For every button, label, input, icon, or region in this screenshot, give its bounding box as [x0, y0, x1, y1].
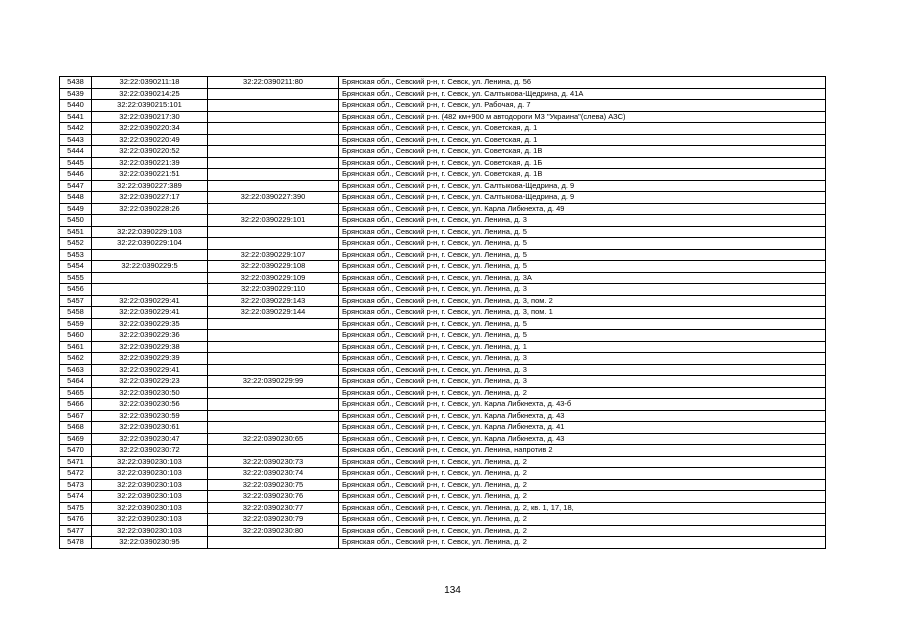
row-number-cell: 5469 — [60, 433, 92, 445]
row-number-cell: 5478 — [60, 537, 92, 549]
table-row — [60, 88, 826, 100]
object-cadastral-number-cell — [208, 100, 339, 112]
cadastral-number-cell: 32:22:0390230:72 — [92, 445, 208, 457]
row-number-cell: 5440 — [60, 100, 92, 112]
row-number-cell: 5461 — [60, 341, 92, 353]
object-cadastral-number-cell — [208, 387, 339, 399]
address-cell: Брянская обл., Севский р-н, г. Севск, ул. Ленина, д. 2 — [339, 525, 826, 537]
address-cell: Брянская обл., Севский р-н, г. Севск, ул. Советская, д. 1В — [339, 146, 826, 158]
table-row — [60, 215, 826, 227]
cadastral-number-cell: 32:22:0390228:26 — [92, 203, 208, 215]
address-cell: Брянская обл., Севский р-н, г. Севск, ул. Ленина, д. 56 — [339, 77, 826, 89]
address-cell: Брянская обл., Севский р-н, г. Севск, ул. Ленина, д. 5 — [339, 238, 826, 250]
object-cadastral-number-cell — [208, 238, 339, 250]
address-cell: Брянская обл., Севский р-н, г. Севск, ул. Рабочая, д. 7 — [339, 100, 826, 112]
table-row — [60, 157, 826, 169]
row-number-cell: 5444 — [60, 146, 92, 158]
address-cell: Брянская обл., Севский р-н, г. Севск, ул. Ленина, д. 3, пом. 2 — [339, 295, 826, 307]
address-cell: Брянская обл., Севский р-н, г. Севск, ул. Ленина, д. 5 — [339, 318, 826, 330]
row-number-cell: 5474 — [60, 491, 92, 503]
cadastral-number-cell: 32:22:0390220:52 — [92, 146, 208, 158]
address-cell: Брянская обл., Севский р-н, г. Севск, ул. Салтыкова-Щедрина, д. 9 — [339, 192, 826, 204]
address-cell: Брянская обл., Севский р-н, г. Севск, ул. Карла Либкнехта, д. 49 — [339, 203, 826, 215]
cadastral-number-cell: 32:22:0390215:101 — [92, 100, 208, 112]
address-cell: Брянская обл., Севский р-н, г. Севск, ул. Ленина, д. 2 — [339, 479, 826, 491]
address-cell: Брянская обл., Севский р-н, г. Севск, ул. Советская, д. 1Б — [339, 157, 826, 169]
cadastral-number-cell: 32:22:0390229:41 — [92, 307, 208, 319]
cadastral-number-cell — [92, 215, 208, 227]
table-row — [60, 341, 826, 353]
cadastral-number-cell: 32:22:0390211:18 — [92, 77, 208, 89]
cadastral-number-cell: 32:22:0390229:41 — [92, 295, 208, 307]
table-row — [60, 134, 826, 146]
table-row — [60, 123, 826, 135]
row-number-cell: 5467 — [60, 410, 92, 422]
address-cell: Брянская обл., Севский р-н, г. Севск, ул. Советская, д. 1В — [339, 169, 826, 181]
table-row — [60, 330, 826, 342]
address-cell: Брянская обл., Севский р-н, г. Севск, ул. Ленина, д. 1 — [339, 341, 826, 353]
cadastral-number-cell — [92, 272, 208, 284]
table-row — [60, 433, 826, 445]
object-cadastral-number-cell: 32:22:0390230:65 — [208, 433, 339, 445]
table-row — [60, 456, 826, 468]
cadastral-number-cell: 32:22:0390230:103 — [92, 456, 208, 468]
object-cadastral-number-cell — [208, 399, 339, 411]
table-row — [60, 307, 826, 319]
row-number-cell: 5471 — [60, 456, 92, 468]
row-number-cell: 5447 — [60, 180, 92, 192]
row-number-cell: 5470 — [60, 445, 92, 457]
row-number-cell: 5442 — [60, 123, 92, 135]
row-number-cell: 5451 — [60, 226, 92, 238]
table-row — [60, 410, 826, 422]
object-cadastral-number-cell — [208, 341, 339, 353]
table-row — [60, 353, 826, 365]
address-cell: Брянская обл., Севский р-н, г. Севск, ул. Ленина, д. 2 — [339, 468, 826, 480]
row-number-cell: 5441 — [60, 111, 92, 123]
object-cadastral-number-cell: 32:22:0390229:143 — [208, 295, 339, 307]
address-cell: Брянская обл., Севский р-н, г. Севск, ул. Ленина, д. 2 — [339, 514, 826, 526]
table-row — [60, 399, 826, 411]
address-cell: Брянская обл., Севский р-н, г. Севск, ул. Ленина, д. 2 — [339, 491, 826, 503]
table-row — [60, 192, 826, 204]
table-row — [60, 295, 826, 307]
address-cell: Брянская обл., Севский р-н, г. Севск, ул. Ленина, д. 3 — [339, 353, 826, 365]
address-cell: Брянская обл., Севский р-н, г. Севск, ул. Советская, д. 1 — [339, 134, 826, 146]
row-number-cell: 5464 — [60, 376, 92, 388]
cadastral-number-cell: 32:22:0390230:56 — [92, 399, 208, 411]
row-number-cell: 5463 — [60, 364, 92, 376]
object-cadastral-number-cell: 32:22:0390229:99 — [208, 376, 339, 388]
object-cadastral-number-cell: 32:22:0390229:110 — [208, 284, 339, 296]
row-number-cell: 5450 — [60, 215, 92, 227]
address-cell: Брянская обл., Севский р-н, г. Севск, ул. Карла Либкнехта, д. 41 — [339, 422, 826, 434]
row-number-cell: 5477 — [60, 525, 92, 537]
row-number-cell: 5466 — [60, 399, 92, 411]
cadastral-number-cell — [92, 249, 208, 261]
page-number: 134 — [444, 585, 461, 596]
object-cadastral-number-cell — [208, 537, 339, 549]
object-cadastral-number-cell: 32:22:0390229:107 — [208, 249, 339, 261]
object-cadastral-number-cell: 32:22:0390229:109 — [208, 272, 339, 284]
address-cell: Брянская обл., Севский р-н, г. Севск, ул. Ленина, д. 2 — [339, 456, 826, 468]
table-row — [60, 525, 826, 537]
row-number-cell: 5468 — [60, 422, 92, 434]
row-number-cell: 5448 — [60, 192, 92, 204]
object-cadastral-number-cell — [208, 146, 339, 158]
table-row — [60, 284, 826, 296]
row-number-cell: 5456 — [60, 284, 92, 296]
object-cadastral-number-cell: 32:22:0390229:108 — [208, 261, 339, 273]
cadastral-number-cell: 32:22:0390229:35 — [92, 318, 208, 330]
table-row — [60, 238, 826, 250]
property-register-table — [59, 76, 826, 549]
cadastral-number-cell: 32:22:0390230:103 — [92, 514, 208, 526]
object-cadastral-number-cell — [208, 226, 339, 238]
address-cell: Брянская обл., Севский р-н, г. Севск, ул. Салтыкова-Щедрина, д. 41А — [339, 88, 826, 100]
object-cadastral-number-cell — [208, 203, 339, 215]
cadastral-number-cell: 32:22:0390230:103 — [92, 525, 208, 537]
cadastral-number-cell: 32:22:0390217:30 — [92, 111, 208, 123]
table-row — [60, 180, 826, 192]
table-row — [60, 364, 826, 376]
address-cell: Брянская обл., Севский р-н, г. Севск, ул. Ленина, д. 2 — [339, 537, 826, 549]
table-row — [60, 249, 826, 261]
object-cadastral-number-cell — [208, 134, 339, 146]
object-cadastral-number-cell: 32:22:0390230:73 — [208, 456, 339, 468]
row-number-cell: 5472 — [60, 468, 92, 480]
object-cadastral-number-cell — [208, 364, 339, 376]
address-cell: Брянская обл., Севский р-н, г. Севск, ул. Ленина, д. 3А — [339, 272, 826, 284]
table-row — [60, 502, 826, 514]
table-row — [60, 318, 826, 330]
table-row — [60, 479, 826, 491]
row-number-cell: 5460 — [60, 330, 92, 342]
cadastral-number-cell: 32:22:0390230:50 — [92, 387, 208, 399]
object-cadastral-number-cell: 32:22:0390230:77 — [208, 502, 339, 514]
cadastral-number-cell: 32:22:0390230:61 — [92, 422, 208, 434]
cadastral-number-cell: 32:22:0390229:104 — [92, 238, 208, 250]
cadastral-number-cell: 32:22:0390220:34 — [92, 123, 208, 135]
cadastral-number-cell: 32:22:0390229:36 — [92, 330, 208, 342]
table-row — [60, 514, 826, 526]
row-number-cell: 5443 — [60, 134, 92, 146]
object-cadastral-number-cell: 32:22:0390230:80 — [208, 525, 339, 537]
table-row — [60, 100, 826, 112]
table-row — [60, 261, 826, 273]
row-number-cell: 5454 — [60, 261, 92, 273]
object-cadastral-number-cell — [208, 157, 339, 169]
object-cadastral-number-cell — [208, 422, 339, 434]
table-row — [60, 226, 826, 238]
cadastral-number-cell: 32:22:0390230:103 — [92, 491, 208, 503]
table-row — [60, 445, 826, 457]
row-number-cell: 5439 — [60, 88, 92, 100]
row-number-cell: 5459 — [60, 318, 92, 330]
object-cadastral-number-cell: 32:22:0390211:80 — [208, 77, 339, 89]
table-row — [60, 169, 826, 181]
cadastral-number-cell: 32:22:0390221:51 — [92, 169, 208, 181]
cadastral-number-cell: 32:22:0390229:23 — [92, 376, 208, 388]
object-cadastral-number-cell — [208, 123, 339, 135]
table-row — [60, 491, 826, 503]
address-cell: Брянская обл., Севский р-н, г. Севск, ул. Ленина, д. 3 — [339, 215, 826, 227]
row-number-cell: 5458 — [60, 307, 92, 319]
address-cell: Брянская обл., Севский р-н, г. Севск, ул. Салтыкова-Щедрина, д. 9 — [339, 180, 826, 192]
cadastral-number-cell: 32:22:0390229:5 — [92, 261, 208, 273]
address-cell: Брянская обл., Севский р-н, г. Севск, ул. Ленина, д. 5 — [339, 261, 826, 273]
cadastral-number-cell: 32:22:0390230:103 — [92, 468, 208, 480]
row-number-cell: 5446 — [60, 169, 92, 181]
address-cell: Брянская обл., Севский р-н, г. Севск, ул. Ленина, д. 3 — [339, 284, 826, 296]
row-number-cell: 5475 — [60, 502, 92, 514]
address-cell: Брянская обл., Севский р-н. (482 км+900 м автодороги М3 "Украина"(слева) АЗС) — [339, 111, 826, 123]
row-number-cell: 5445 — [60, 157, 92, 169]
row-number-cell: 5455 — [60, 272, 92, 284]
table-row — [60, 111, 826, 123]
cadastral-number-cell: 32:22:0390230:103 — [92, 502, 208, 514]
object-cadastral-number-cell: 32:22:0390230:75 — [208, 479, 339, 491]
address-cell: Брянская обл., Севский р-н, г. Севск, ул. Ленина, д. 5 — [339, 249, 826, 261]
cadastral-number-cell: 32:22:0390220:49 — [92, 134, 208, 146]
table-row — [60, 422, 826, 434]
table-row — [60, 272, 826, 284]
table-row — [60, 387, 826, 399]
object-cadastral-number-cell: 32:22:0390229:101 — [208, 215, 339, 227]
address-cell: Брянская обл., Севский р-н, г. Севск, ул. Ленина, д. 2, кв. 1, 17, 18, — [339, 502, 826, 514]
table-row — [60, 537, 826, 549]
object-cadastral-number-cell: 32:22:0390230:79 — [208, 514, 339, 526]
cadastral-number-cell: 32:22:0390229:41 — [92, 364, 208, 376]
row-number-cell: 5438 — [60, 77, 92, 89]
table-row — [60, 146, 826, 158]
cadastral-number-cell: 32:22:0390221:39 — [92, 157, 208, 169]
object-cadastral-number-cell — [208, 410, 339, 422]
cadastral-number-cell: 32:22:0390229:39 — [92, 353, 208, 365]
object-cadastral-number-cell — [208, 88, 339, 100]
cadastral-number-cell — [92, 284, 208, 296]
object-cadastral-number-cell — [208, 330, 339, 342]
address-cell: Брянская обл., Севский р-н, г. Севск, ул. Советская, д. 1 — [339, 123, 826, 135]
cadastral-number-cell: 32:22:0390229:103 — [92, 226, 208, 238]
object-cadastral-number-cell — [208, 318, 339, 330]
cadastral-number-cell: 32:22:0390230:103 — [92, 479, 208, 491]
cadastral-number-cell: 32:22:0390227:389 — [92, 180, 208, 192]
object-cadastral-number-cell — [208, 445, 339, 457]
row-number-cell: 5457 — [60, 295, 92, 307]
address-cell: Брянская обл., Севский р-н, г. Севск, ул. Ленина, д. 5 — [339, 330, 826, 342]
cadastral-number-cell: 32:22:0390230:95 — [92, 537, 208, 549]
address-cell: Брянская обл., Севский р-н, г. Севск, ул. Ленина, д. 3, пом. 1 — [339, 307, 826, 319]
row-number-cell: 5465 — [60, 387, 92, 399]
cadastral-number-cell: 32:22:0390230:47 — [92, 433, 208, 445]
address-cell: Брянская обл., Севский р-н, г. Севск, ул. Карла Либкнехта, д. 43-б — [339, 399, 826, 411]
row-number-cell: 5462 — [60, 353, 92, 365]
row-number-cell: 5473 — [60, 479, 92, 491]
address-cell: Брянская обл., Севский р-н, г. Севск, ул. Ленина, д. 3 — [339, 364, 826, 376]
row-number-cell: 5476 — [60, 514, 92, 526]
address-cell: Брянская обл., Севский р-н, г. Севск, ул. Ленина, д. 2 — [339, 387, 826, 399]
row-number-cell: 5453 — [60, 249, 92, 261]
object-cadastral-number-cell: 32:22:0390230:76 — [208, 491, 339, 503]
cadastral-number-cell: 32:22:0390214:25 — [92, 88, 208, 100]
address-cell: Брянская обл., Севский р-н, г. Севск, ул. Ленина, д. 3 — [339, 376, 826, 388]
object-cadastral-number-cell: 32:22:0390229:144 — [208, 307, 339, 319]
cadastral-number-cell: 32:22:0390227:17 — [92, 192, 208, 204]
object-cadastral-number-cell — [208, 353, 339, 365]
cadastral-number-cell: 32:22:0390230:59 — [92, 410, 208, 422]
address-cell: Брянская обл., Севский р-н, г. Севск, ул. Карла Либкнехта, д. 43 — [339, 410, 826, 422]
table-row — [60, 376, 826, 388]
object-cadastral-number-cell — [208, 111, 339, 123]
row-number-cell: 5452 — [60, 238, 92, 250]
object-cadastral-number-cell — [208, 180, 339, 192]
table-row — [60, 203, 826, 215]
object-cadastral-number-cell — [208, 169, 339, 181]
table-row — [60, 468, 826, 480]
object-cadastral-number-cell: 32:22:0390227:390 — [208, 192, 339, 204]
row-number-cell: 5449 — [60, 203, 92, 215]
cadastral-number-cell: 32:22:0390229:38 — [92, 341, 208, 353]
address-cell: Брянская обл., Севский р-н, г. Севск, ул. Ленина, д. 5 — [339, 226, 826, 238]
address-cell: Брянская обл., Севский р-н, г. Севск, ул. Ленина, напротив 2 — [339, 445, 826, 457]
table-row — [60, 77, 826, 89]
object-cadastral-number-cell: 32:22:0390230:74 — [208, 468, 339, 480]
table-body — [60, 77, 826, 549]
address-cell: Брянская обл., Севский р-н, г. Севск, ул. Карла Либкнехта, д. 43 — [339, 433, 826, 445]
